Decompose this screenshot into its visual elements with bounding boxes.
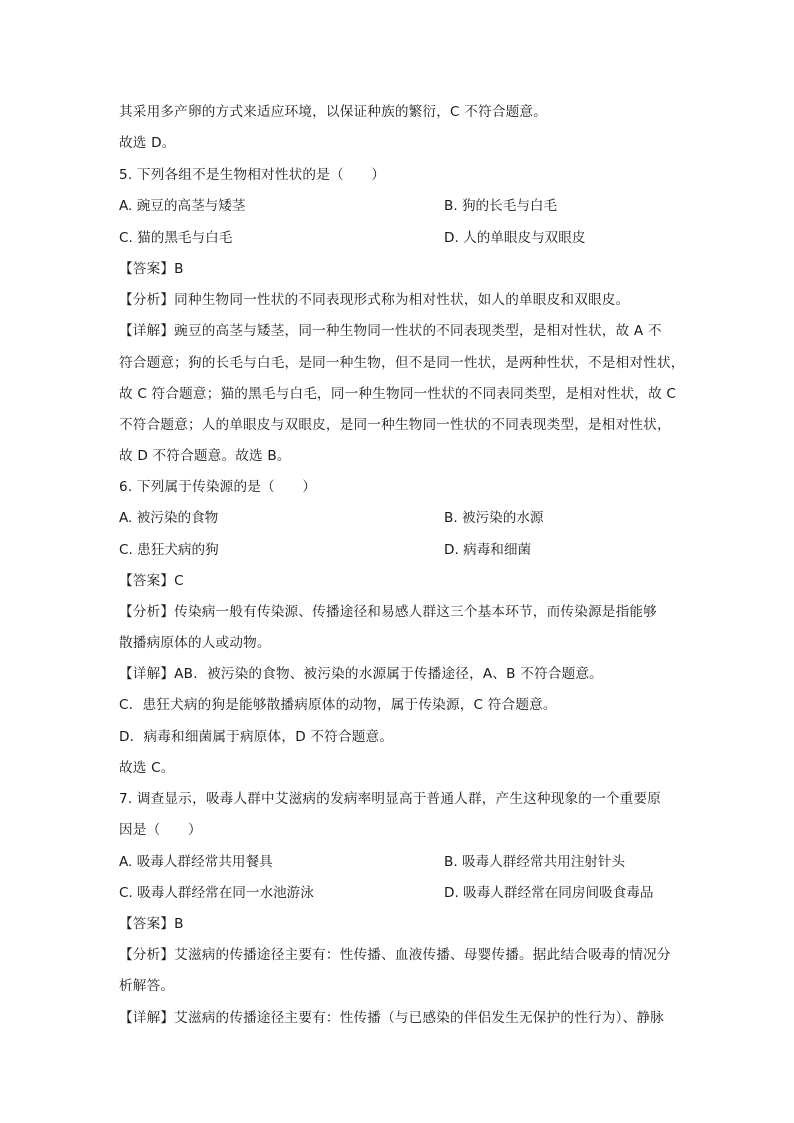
q6-analysis-line-1: 【分析】传染病一般有传染源、传播途径和易感人群这三个基本环节，而传染源是指能够 xyxy=(119,604,657,620)
q5-option-a: A. 豌豆的高茎与矮茎 xyxy=(119,198,246,214)
q6-detail-line-1: 【详解】AB．被污染的食物、被污染的水源属于传播途径，A、B 不符合题意。 xyxy=(119,666,603,682)
q6-option-b: B. 被污染的水源 xyxy=(444,510,544,526)
q5-detail-line-4: 不符合题意；人的单眼皮与双眼皮，是同一种生物同一性状的不同表现类型，是相对性状， xyxy=(119,417,671,433)
q7-answer: 【答案】B xyxy=(119,916,184,932)
q6-detail-line-2: C．患狂犬病的狗是能够散播病原体的动物，属于传染源，C 符合题意。 xyxy=(119,697,557,713)
q5-detail-line-2: 符合题意；狗的长毛与白毛，是同一种生物，但不是同一性状，是两种性状，不是相对性状， xyxy=(119,355,685,371)
q6-answer: 【答案】C xyxy=(119,573,184,589)
q5-option-c: C. 猫的黑毛与白毛 xyxy=(119,230,233,246)
q6-stem: 6. 下列属于传染源的是（ ） xyxy=(119,479,317,495)
q7-stem-line-1: 7. 调查显示，吸毒人群中艾滋病的发病率明显高于普通人群，产生这种现象的一个重要原 xyxy=(119,791,662,807)
q7-stem-line-2: 因是（ ） xyxy=(119,822,202,838)
q5-answer: 【答案】B xyxy=(119,261,184,277)
q5-option-b: B. 狗的长毛与白毛 xyxy=(444,198,558,214)
q7-analysis-line-1: 【分析】艾滋病的传播途径主要有：性传播、血液传播、母婴传播。据此结合吸毒的情况分 xyxy=(119,947,671,963)
q7-option-a: A. 吸毒人群经常共用餐具 xyxy=(119,854,273,870)
q5-stem: 5. 下列各组不是生物相对性状的是（ ） xyxy=(119,167,386,183)
q5-detail-line-3: 故 C 符合题意；猫的黑毛与白毛，同一种生物同一性状的不同表同类型，是相对性状，故 C xyxy=(119,386,677,402)
intro-line-2: 故选 D。 xyxy=(119,135,176,151)
intro-line-1: 其采用多产卵的方式来适应环境，以保证种族的繁衍，C 不符合题意。 xyxy=(119,104,548,120)
q6-option-d: D. 病毒和细菌 xyxy=(444,542,532,558)
q7-option-d: D. 吸毒人群经常在同房间吸食毒品 xyxy=(444,885,654,901)
q5-option-d: D. 人的单眼皮与双眼皮 xyxy=(444,230,586,246)
q7-analysis-line-2: 析解答。 xyxy=(119,978,175,994)
q7-detail-line-1: 【详解】艾滋病的传播途径主要有：性传播（与已感染的伴侣发生无保护的性行为）、静脉 xyxy=(119,1010,664,1026)
q7-option-c: C. 吸毒人群经常在同一水池游泳 xyxy=(119,885,314,901)
q6-detail-line-4: 故选 C。 xyxy=(119,760,175,776)
q6-analysis-line-2: 散播病原体的人或动物。 xyxy=(119,635,271,651)
q7-option-b: B. 吸毒人群经常共用注射针头 xyxy=(444,854,626,870)
q5-analysis: 【分析】同种生物同一性状的不同表现形式称为相对性状，如人的单眼皮和双眼皮。 xyxy=(119,292,630,308)
q5-detail-line-5: 故 D 不符合题意。故选 B。 xyxy=(119,448,291,464)
q6-option-c: C. 患狂犬病的狗 xyxy=(119,542,219,558)
q5-detail-line-1: 【详解】豌豆的高茎与矮茎，同一种生物同一性状的不同表现类型，是相对性状，故 A 不 xyxy=(119,323,662,339)
q6-detail-line-3: D．病毒和细菌属于病原体，D 不符合题意。 xyxy=(119,729,394,745)
q6-option-a: A. 被污染的食物 xyxy=(119,510,219,526)
